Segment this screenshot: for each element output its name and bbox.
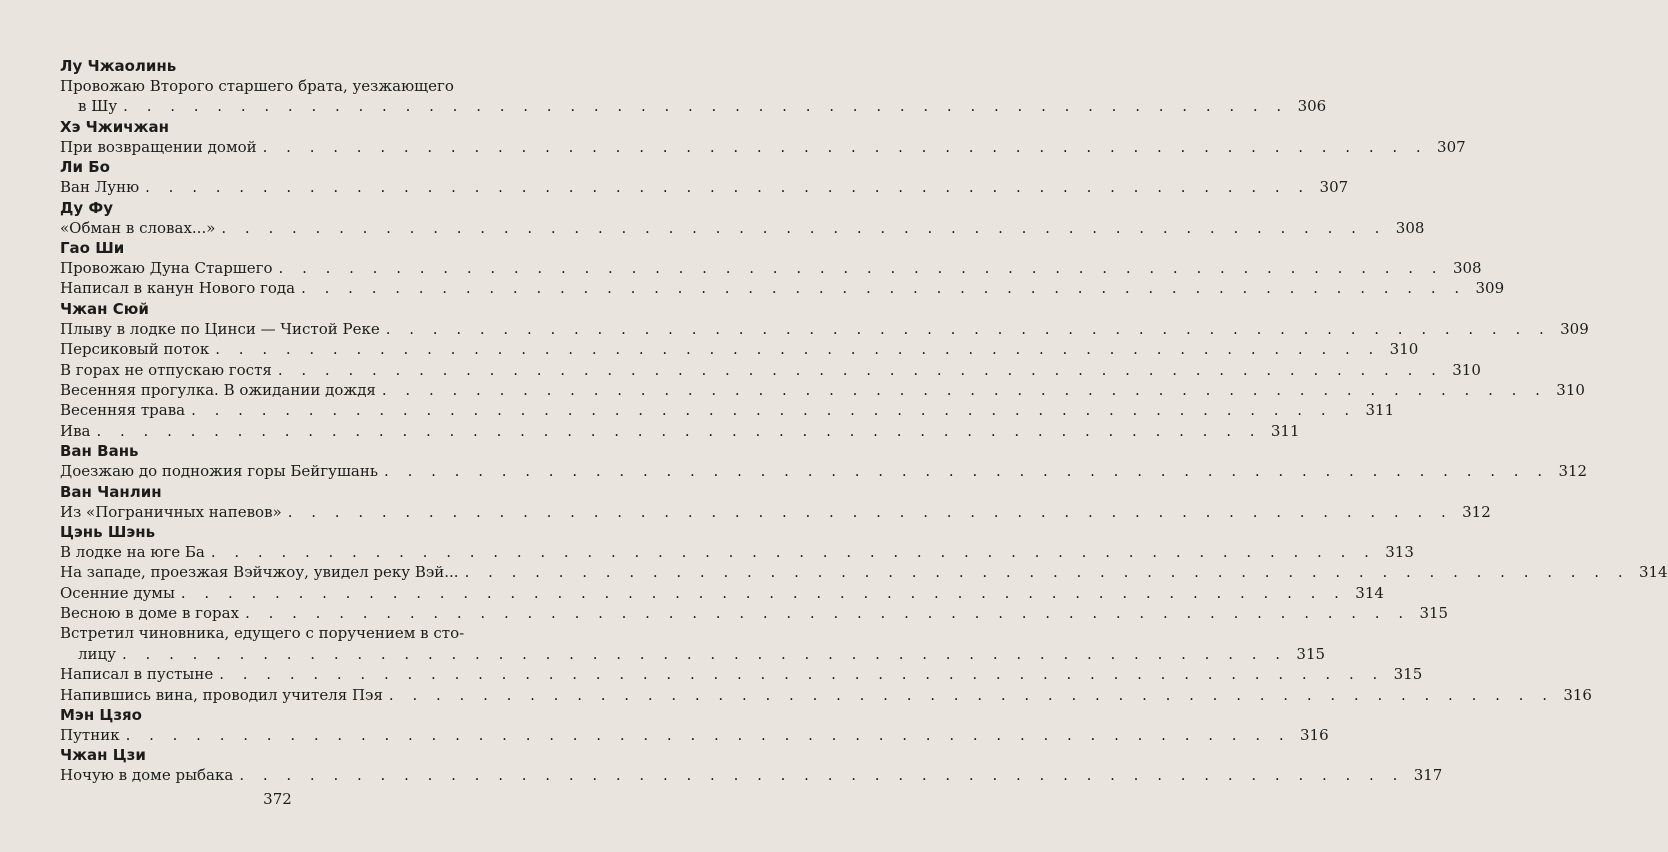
dot-leader: . . . . . . . . . . . . . . . . . . . . . . . . . . . . . . . . . . . . . . . . . . . . . . . . . . (239, 766, 1405, 785)
dot-leader: . . . . . . . . . . . . . . . . . . . . . . . . . . . . . . . . . . . . . . . . . . . . . . . . . . (245, 604, 1411, 623)
toc-entry (60, 725, 1329, 745)
entry-title: Доезжаю до подножия горы Бейгушань (60, 462, 379, 481)
author-heading: Лу Чжаолинь (60, 57, 177, 75)
toc-entry (60, 319, 1589, 339)
entry-page-number: 308 (1395, 218, 1425, 237)
dot-leader: . . . . . . . . . . . . . . . . . . . . . . . . . . . . . . . . . . . . . . . . . . . . . . . . . . (125, 726, 1291, 745)
entry-title: На западе, проезжая Вэйчжоу, увидел реку Вэй... (60, 563, 459, 582)
toc-entry (60, 502, 1491, 522)
toc-entry (60, 258, 1482, 278)
toc-entry (60, 339, 1419, 359)
toc-entry (60, 562, 1668, 582)
entry-page-number: 315 (1296, 644, 1326, 663)
entry-continuation-line (60, 644, 1326, 664)
toc-entry (60, 664, 1423, 684)
author-heading: Мэн Цзяо (60, 706, 142, 725)
entry-page-number: 309 (1475, 279, 1505, 298)
toc-entry (60, 360, 1481, 380)
toc-entry (60, 583, 1384, 603)
author-heading: Цэнь Шэнь (60, 522, 156, 541)
entry-page-number: 310 (1389, 340, 1419, 359)
entry-page-number: 316 (1563, 685, 1592, 704)
dot-leader: . . . . . . . . . . . . . . . . . . . . . . . . . . . . . . . . . . . . . . . . . . . . . . . . . . (385, 319, 1551, 338)
author-heading: Чжан Сюй (60, 299, 149, 318)
toc-entry (60, 400, 1395, 420)
toc-entry (60, 76, 1327, 117)
dot-leader: . . . . . . . . . . . . . . . . . . . . . . . . . . . . . . . . . . . . . . . . . . . . . . . . . . (210, 542, 1376, 561)
author-heading: Ван Вань (60, 442, 139, 461)
entry-page-number: 308 (1452, 258, 1482, 277)
entry-page-number: 312 (1558, 462, 1588, 481)
table-of-contents (60, 56, 1668, 786)
dot-leader: . . . . . . . . . . . . . . . . . . . . . . . . . . . . . . . . . . . . . . . . . . . . . . . . . . (191, 401, 1357, 420)
dot-leader: . . . . . . . . . . . . . . . . . . . . . . . . . . . . . . . . . . . . . . . . . . . . . . . . . . (96, 421, 1262, 440)
page-number: 372 (263, 790, 292, 808)
toc-entry (60, 765, 1443, 785)
toc-entry (60, 380, 1585, 400)
entry-title: Написал в канун Нового года (60, 279, 296, 298)
entry-page-number: 313 (1385, 542, 1414, 561)
entry-page-number: 317 (1413, 766, 1443, 785)
author-heading: Чжан Цзи (60, 746, 146, 765)
entry-title: Весенняя прогулка. В ожидании дождя (60, 380, 376, 399)
toc-entry (60, 177, 1349, 197)
author-heading: Гао Ши (60, 238, 125, 257)
entry-title: При возвращении домой (60, 137, 257, 156)
entry-title: Весенняя трава (60, 401, 186, 420)
dot-leader: . . . . . . . . . . . . . . . . . . . . . . . . . . . . . . . . . . . . . . . . . . . . . . . . . . (123, 97, 1289, 116)
toc-entry (60, 685, 1592, 705)
toc-entry (60, 461, 1588, 481)
entry-page-number: 315 (1419, 604, 1449, 623)
entry-title: Плыву в лодке по Цинси — Чистой Реке (60, 319, 380, 338)
toc-entry (60, 542, 1414, 562)
entry-title: Провожаю Дуна Старшего (60, 258, 273, 277)
dot-leader: . . . . . . . . . . . . . . . . . . . . . . . . . . . . . . . . . . . . . . . . . . . . . . . . . . (388, 685, 1554, 704)
entry-title: Весною в доме в горах (60, 604, 240, 623)
dot-leader: . . . . . . . . . . . . . . . . . . . . . . . . . . . . . . . . . . . . . . . . . . . . . . . . . . (278, 258, 1444, 277)
dot-leader: . . . . . . . . . . . . . . . . . . . . . . . . . . . . . . . . . . . . . . . . . . . . . . . . . . (287, 502, 1453, 521)
entry-page-number: 316 (1299, 726, 1329, 745)
entry-continuation-line (60, 96, 1327, 116)
entry-page-number: 311 (1270, 421, 1300, 440)
entry-page-number: 311 (1365, 401, 1395, 420)
toc-entry (60, 421, 1300, 441)
entry-title: Из «Пограничных напевов» (60, 502, 282, 521)
entry-title: Написал в пустыне (60, 665, 214, 684)
toc-entry (60, 278, 1505, 298)
toc-entry (60, 603, 1449, 623)
dot-leader: . . . . . . . . . . . . . . . . . . . . . . . . . . . . . . . . . . . . . . . . . . . . . . . . . . (122, 644, 1288, 663)
dot-leader: . . . . . . . . . . . . . . . . . . . . . . . . . . . . . . . . . . . . . . . . . . . . . . . . . . (262, 137, 1428, 156)
entry-title: Встретил чиновника, едущего с поручением в сто- (60, 624, 465, 643)
entry-page-number: 310 (1556, 380, 1585, 399)
entry-title-continuation: в Шу (78, 97, 118, 116)
entry-page-number: 314 (1638, 563, 1668, 582)
entry-title: В горах не отпускаю гостя (60, 360, 272, 379)
dot-leader: . . . . . . . . . . . . . . . . . . . . . . . . . . . . . . . . . . . . . . . . . . . . . . . . . . (219, 665, 1385, 684)
entry-title: Напившись вина, проводил учителя Пэя (60, 685, 383, 704)
dot-leader: . . . . . . . . . . . . . . . . . . . . . . . . . . . . . . . . . . . . . . . . . . . . . . . . . . (215, 340, 1381, 359)
entry-title: Осенние думы (60, 583, 175, 602)
toc-entry (60, 218, 1425, 238)
dot-leader: . . . . . . . . . . . . . . . . . . . . . . . . . . . . . . . . . . . . . . . . . . . . . . . . . . (464, 563, 1630, 582)
author-heading: Ду Фу (60, 198, 114, 217)
dot-leader: . . . . . . . . . . . . . . . . . . . . . . . . . . . . . . . . . . . . . . . . . . . . . . . . . . (301, 279, 1467, 298)
entry-title: В лодке на юге Ба (60, 542, 205, 561)
entry-page-number: 307 (1319, 178, 1349, 197)
toc-entry (60, 623, 1326, 664)
entry-title: Путник (60, 726, 120, 745)
dot-leader: . . . . . . . . . . . . . . . . . . . . . . . . . . . . . . . . . . . . . . . . . . . . . . . . . . (381, 380, 1547, 399)
entry-page-number: 314 (1355, 583, 1384, 602)
author-heading: Ли Бо (60, 158, 110, 177)
entry-title: «Обман в словах...» (60, 218, 216, 237)
dot-leader: . . . . . . . . . . . . . . . . . . . . . . . . . . . . . . . . . . . . . . . . . . . . . . . . . . (180, 583, 1346, 602)
entry-page-number: 306 (1297, 97, 1327, 116)
entry-title: Ван Луню (60, 178, 140, 197)
entry-page-number: 315 (1393, 665, 1423, 684)
entry-title: Ива (60, 421, 91, 440)
entry-page-number: 307 (1437, 137, 1466, 156)
dot-leader: . . . . . . . . . . . . . . . . . . . . . . . . . . . . . . . . . . . . . . . . . . . . . . . . . . (277, 360, 1443, 379)
entry-page-number: 310 (1452, 360, 1481, 379)
author-heading: Ван Чанлин (60, 482, 162, 501)
entry-title: Персиковый поток (60, 340, 210, 359)
entry-page-number: 312 (1462, 502, 1491, 521)
dot-leader: . . . . . . . . . . . . . . . . . . . . . . . . . . . . . . . . . . . . . . . . . . . . . . . . . . (145, 178, 1311, 197)
dot-leader: . . . . . . . . . . . . . . . . . . . . . . . . . . . . . . . . . . . . . . . . . . . . . . . . . . (384, 462, 1550, 481)
entry-title: Провожаю Второго старшего брата, уезжающего (60, 77, 454, 95)
toc-entry (60, 137, 1466, 157)
dot-leader: . . . . . . . . . . . . . . . . . . . . . . . . . . . . . . . . . . . . . . . . . . . . . . . . . . (221, 218, 1387, 237)
entry-page-number: 309 (1560, 319, 1589, 338)
author-heading: Хэ Чжичжан (60, 117, 169, 136)
entry-title: Ночую в доме рыбака (60, 766, 234, 785)
entry-title-continuation: лицу (78, 644, 116, 663)
